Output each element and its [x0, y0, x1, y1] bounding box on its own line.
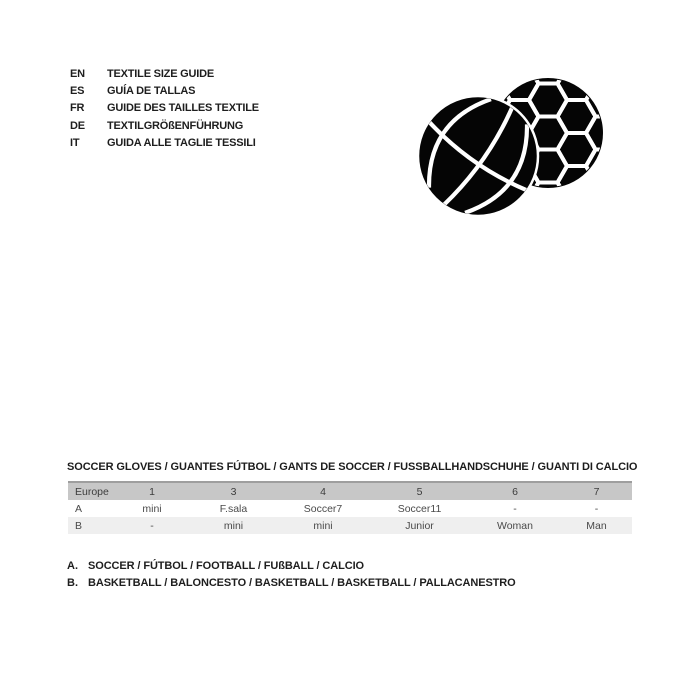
size-table-header-row — [68, 482, 632, 500]
language-row-es — [70, 82, 259, 99]
footnote-label: A. — [67, 559, 78, 572]
language-label: GUÍA DE TALLAS — [107, 85, 196, 98]
footnote-text: BASKETBALL / BALONCESTO / BASKETBALL / BASKETBALL / PALLACANESTRO — [88, 577, 516, 590]
size-cell: Man — [586, 519, 607, 532]
size-cell: Junior — [405, 519, 434, 532]
size-cell: mini — [223, 519, 244, 532]
size-cell: mini — [313, 519, 333, 532]
footnote-label: B. — [67, 577, 78, 590]
footnote-b — [67, 575, 516, 593]
language-row-de — [70, 117, 259, 134]
footnote-text: SOCCER / FÚTBOL / FOOTBALL / FUßBALL / CALCIO — [88, 559, 364, 572]
table-row-a — [68, 500, 632, 517]
column-header-1: 1 — [113, 482, 191, 500]
language-label: TEXTILGRÖßENFÜHRUNG — [107, 119, 244, 132]
size-cell: - — [513, 502, 517, 515]
size-cell: - — [594, 502, 599, 515]
language-code: FR — [70, 102, 85, 115]
column-header-4: 4 — [276, 482, 370, 500]
footnotes — [67, 557, 516, 592]
size-cell: - — [150, 519, 154, 532]
size-cell: mini — [142, 502, 162, 515]
size-cell: Soccer11 — [397, 502, 442, 515]
language-code: IT — [70, 137, 80, 150]
column-header-6: 6 — [469, 482, 561, 500]
row-label: A — [75, 502, 83, 515]
language-row-it — [70, 135, 259, 152]
language-label: GUIDE DES TAILLES TEXTILE — [107, 102, 259, 115]
language-code: ES — [70, 85, 85, 98]
column-header-7: 7 — [561, 482, 632, 500]
table-row-b — [68, 517, 632, 534]
row-label: B — [75, 519, 83, 532]
size-cell: Soccer7 — [303, 502, 343, 515]
language-row-fr — [70, 100, 259, 117]
language-row-en — [70, 65, 259, 82]
language-label: TEXTILE SIZE GUIDE — [107, 67, 215, 80]
balls-illustration — [413, 74, 608, 220]
size-cell: F.sala — [219, 502, 248, 515]
footnote-a — [67, 557, 516, 575]
size-cell: Woman — [497, 519, 533, 532]
size-table-title: SOCCER GLOVES / GUANTES FÚTBOL / GANTS DE SOCCER / FUSSBALLHANDSCHUHE / GUANTI DI CALCIO — [67, 461, 638, 473]
column-header-europe: Europe — [68, 482, 113, 500]
language-label: GUIDA ALLE TAGLIE TESSILI — [107, 137, 256, 150]
size-table — [68, 481, 632, 534]
column-header-3: 3 — [191, 482, 276, 500]
language-guide-list — [70, 65, 259, 152]
language-code: DE — [70, 119, 85, 132]
column-header-5: 5 — [370, 482, 469, 500]
language-code: EN — [70, 67, 85, 80]
